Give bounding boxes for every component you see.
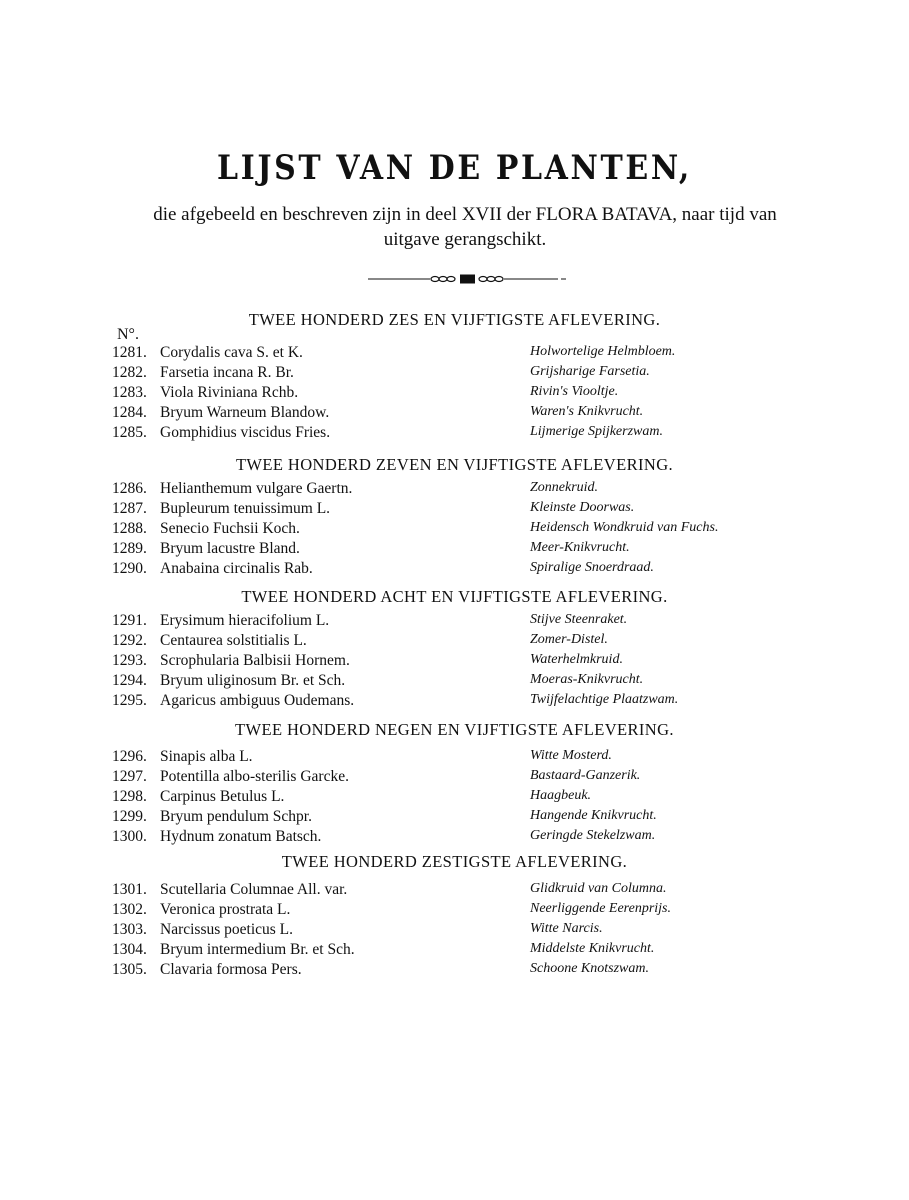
- dutch-name: Zonnekruid.: [530, 480, 599, 495]
- dutch-name: Moeras-Knikvrucht.: [530, 672, 644, 687]
- dutch-name: Kleinste Doorwas.: [530, 500, 635, 515]
- scientific-name: Bryum uliginosum Br. et Sch.: [160, 672, 346, 689]
- scientific-name: Sinapis alba L.: [160, 748, 253, 765]
- dutch-name: Heidensch Wondkruid van Fuchs.: [530, 520, 719, 535]
- list-item: [0, 921, 909, 941]
- list-item: [0, 808, 909, 828]
- list-item: [0, 768, 909, 788]
- list-item: [0, 500, 909, 520]
- dutch-name: Spiralige Snoerdraad.: [530, 560, 654, 575]
- scientific-name: Bryum lacustre Bland.: [160, 540, 300, 557]
- dutch-name: Glidkruid van Columna.: [530, 881, 667, 896]
- list-item: [0, 424, 909, 444]
- list-item: [0, 404, 909, 424]
- plate-number: 1285.: [112, 424, 147, 441]
- list-item: [0, 672, 909, 692]
- subtitle-line-2: uitgave gerangschikt.: [383, 229, 547, 250]
- dutch-name: Hangende Knikvrucht.: [530, 808, 657, 823]
- plate-number: 1287.: [112, 500, 147, 517]
- plate-number: 1295.: [112, 692, 147, 709]
- dutch-name: Twijfelachtige Plaatzwam.: [530, 692, 679, 707]
- list-item: [0, 384, 909, 404]
- plate-number: 1294.: [112, 672, 147, 689]
- plate-number: 1301.: [112, 881, 147, 898]
- dutch-name: Witte Mosterd.: [530, 748, 612, 763]
- scientific-name: Corydalis cava S. et K.: [160, 344, 303, 361]
- list-item: [0, 560, 909, 580]
- list-item: [0, 632, 909, 652]
- plate-number: 1289.: [112, 540, 147, 557]
- dutch-name: Waren's Knikvrucht.: [530, 404, 644, 419]
- dutch-name: Lijmerige Spijkerzwam.: [530, 424, 663, 439]
- dutch-name: Meer-Knikvrucht.: [530, 540, 630, 555]
- section-heading: TWEE HONDERD ZES EN VIJFTIGSTE AFLEVERING.: [248, 310, 661, 329]
- plate-number: 1302.: [112, 901, 147, 918]
- list-item: [0, 881, 909, 901]
- list-item: [0, 748, 909, 768]
- list-item: [0, 652, 909, 672]
- scientific-name: Anabaina circinalis Rab.: [160, 560, 313, 577]
- plate-number: 1297.: [112, 768, 147, 785]
- scientific-name: Potentilla albo-sterilis Garcke.: [160, 768, 349, 785]
- subtitle-line-1: die afgebeeld en beschreven zijn in deel XVII der FLORA BATAVA, naar tijd van: [153, 204, 777, 225]
- dutch-name: Schoone Knotszwam.: [530, 961, 649, 976]
- plate-number: 1305.: [112, 961, 147, 978]
- plate-number: 1303.: [112, 921, 147, 938]
- list-item: [0, 480, 909, 500]
- scientific-name: Bryum pendulum Schpr.: [160, 808, 312, 825]
- page-subtitle: [120, 202, 810, 252]
- scientific-name: Veronica prostrata L.: [160, 901, 291, 918]
- page-title: LIJST VAN DE PLANTEN,: [217, 148, 692, 188]
- scientific-name: Helianthemum vulgare Gaertn.: [160, 480, 353, 497]
- dutch-name: Witte Narcis.: [530, 921, 603, 936]
- dutch-name: Haagbeuk.: [530, 788, 592, 803]
- scientific-name: Narcissus poeticus L.: [160, 921, 294, 938]
- dutch-name: Holwortelige Helmbloem.: [530, 344, 676, 359]
- list-item: [0, 788, 909, 808]
- plate-number: 1298.: [112, 788, 147, 805]
- dutch-name: Geringde Stekelzwam.: [530, 828, 656, 843]
- scientific-name: Gomphidius viscidus Fries.: [160, 424, 331, 441]
- plate-number: 1293.: [112, 652, 147, 669]
- list-item: [0, 520, 909, 540]
- scientific-name: Bupleurum tenuissimum L.: [160, 500, 331, 517]
- plate-number: 1282.: [112, 364, 147, 381]
- list-item: [0, 540, 909, 560]
- plate-number: 1290.: [112, 560, 147, 577]
- dutch-name: Zomer-Distel.: [530, 632, 608, 647]
- number-column-label: N°.: [117, 326, 139, 343]
- list-item: [0, 901, 909, 921]
- scientific-name: Carpinus Betulus L.: [160, 788, 285, 805]
- list-item: [0, 828, 909, 848]
- scientific-name: Bryum Warneum Blandow.: [160, 404, 330, 421]
- section-heading: TWEE HONDERD ZESTIGSTE AFLEVERING.: [281, 852, 628, 871]
- scientific-name: Farsetia incana R. Br.: [160, 364, 294, 381]
- plate-number: 1291.: [112, 612, 147, 629]
- dutch-name: Grijsharige Farsetia.: [530, 364, 650, 379]
- section-heading: TWEE HONDERD ZEVEN EN VIJFTIGSTE AFLEVERING.: [235, 455, 674, 474]
- scientific-name: Viola Riviniana Rchb.: [160, 384, 299, 401]
- list-item: [0, 941, 909, 961]
- dutch-name: Bastaard-Ganzerik.: [530, 768, 641, 783]
- dutch-name: Rivin's Viooltje.: [530, 384, 619, 399]
- plate-number: 1292.: [112, 632, 147, 649]
- dutch-name: Middelste Knikvrucht.: [530, 941, 655, 956]
- plate-number: 1296.: [112, 748, 147, 765]
- scientific-name: Erysimum hieracifolium L.: [160, 612, 330, 629]
- plate-number: 1283.: [112, 384, 147, 401]
- section-heading: TWEE HONDERD NEGEN EN VIJFTIGSTE AFLEVERING.: [235, 720, 674, 739]
- plate-number: 1288.: [112, 520, 147, 537]
- dutch-name: Neerliggende Eerenprijs.: [530, 901, 672, 916]
- scientific-name: Clavaria formosa Pers.: [160, 961, 302, 978]
- ornament-divider-icon: [368, 273, 568, 285]
- plate-number: 1299.: [112, 808, 147, 825]
- scientific-name: Centaurea solstitialis L.: [160, 632, 307, 649]
- list-item: [0, 612, 909, 632]
- list-item: [0, 692, 909, 712]
- list-item: [0, 961, 909, 981]
- scientific-name: Agaricus ambiguus Oudemans.: [160, 692, 355, 709]
- scientific-name: Hydnum zonatum Batsch.: [160, 828, 322, 845]
- plate-number: 1281.: [112, 344, 147, 361]
- dutch-name: Stijve Steenraket.: [530, 612, 628, 627]
- scientific-name: Bryum intermedium Br. et Sch.: [160, 941, 355, 958]
- plate-number: 1284.: [112, 404, 147, 421]
- list-item: [0, 344, 909, 364]
- plate-number: 1304.: [112, 941, 147, 958]
- list-item: [0, 364, 909, 384]
- scientific-name: Scrophularia Balbisii Hornem.: [160, 652, 350, 669]
- scientific-name: Senecio Fuchsii Koch.: [160, 520, 300, 537]
- plate-number: 1286.: [112, 480, 147, 497]
- dutch-name: Waterhelmkruid.: [530, 652, 623, 667]
- plate-number: 1300.: [112, 828, 147, 845]
- scientific-name: Scutellaria Columnae All. var.: [160, 881, 348, 898]
- section-heading: TWEE HONDERD ACHT EN VIJFTIGSTE AFLEVERING.: [241, 587, 668, 606]
